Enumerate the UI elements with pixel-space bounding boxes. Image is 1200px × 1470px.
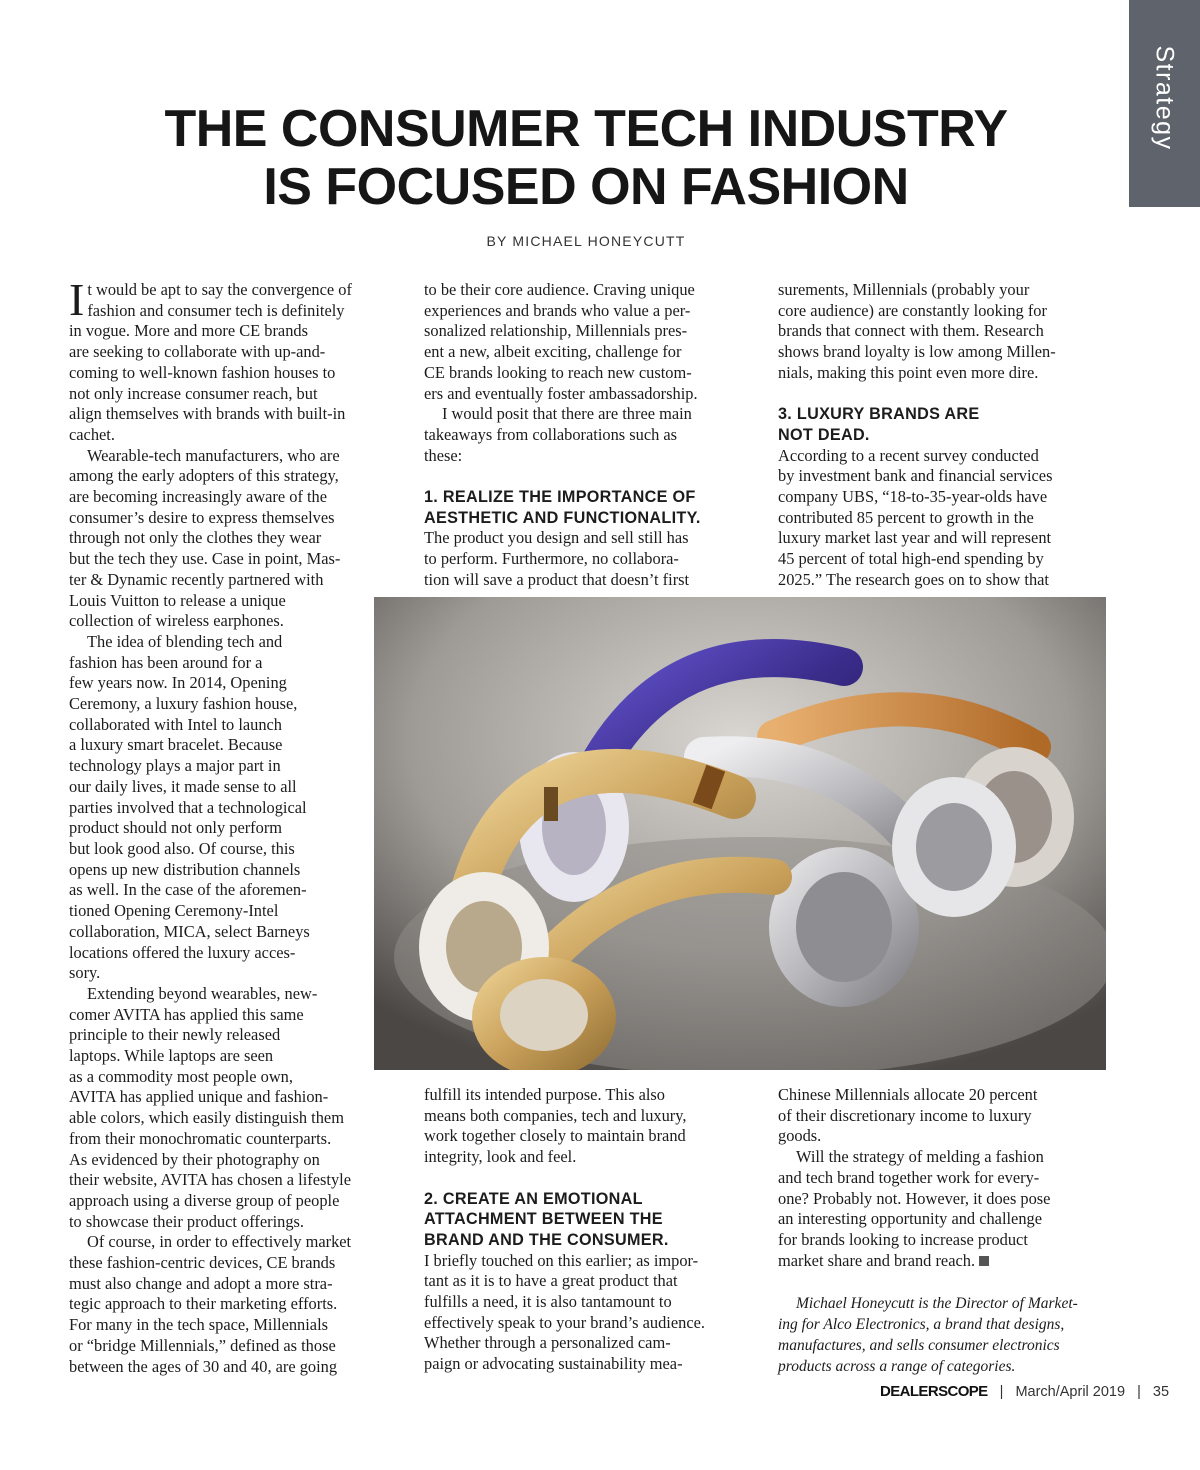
- text-line: [69, 1150, 404, 1171]
- text-line-content: by investment bank and financial services: [778, 466, 1053, 486]
- paragraph-spacer: [424, 466, 759, 487]
- text-line-content: comer AVITA has applied this same: [69, 1004, 304, 1024]
- title-line-1: THE CONSUMER TECH INDUSTRY: [164, 100, 1008, 158]
- text-line: [778, 280, 1113, 301]
- text-line-content: and tech brand together work for every-: [778, 1167, 1040, 1187]
- text-line: [424, 280, 759, 301]
- text-line: [69, 1087, 404, 1108]
- text-line: [69, 570, 404, 591]
- section-tab-label: Strategy: [1150, 45, 1179, 151]
- text-line-content: paign or advocating sustainability mea-: [424, 1354, 683, 1374]
- text-line-content: these fashion-centric devices, CE brands: [69, 1253, 336, 1273]
- text-line: [424, 1126, 759, 1147]
- text-line: [778, 1147, 1113, 1168]
- article-title: [0, 100, 1172, 216]
- text-line-content: technology plays a major part in: [69, 756, 281, 776]
- text-line-content: through not only the clothes they wear: [69, 528, 322, 548]
- column-2-bottom: [424, 1085, 759, 1375]
- end-mark-icon: [979, 1256, 989, 1266]
- text-line: [69, 404, 404, 425]
- text-line: [424, 1271, 759, 1292]
- footer-separator: |: [1137, 1384, 1141, 1400]
- text-line-content: tion will save a product that doesn’t first: [424, 569, 690, 589]
- text-line: [424, 1147, 759, 1168]
- text-line-content: 1. REALIZE THE IMPORTANCE OF: [424, 488, 696, 507]
- text-line-content: manufactures, and sells consumer electronics: [778, 1337, 1060, 1354]
- text-line: [778, 1314, 1113, 1335]
- text-line-content: 45 percent of total high-end spending by: [778, 549, 1044, 569]
- text-line: [69, 1005, 404, 1026]
- section-heading-line: [424, 1230, 759, 1251]
- text-line: [424, 301, 759, 322]
- paragraph-spacer: [424, 1168, 759, 1189]
- text-line: [69, 922, 404, 943]
- text-line: [424, 425, 759, 446]
- text-line: [69, 860, 404, 881]
- footer-brand: DEALERSCOPE: [880, 1383, 988, 1400]
- text-line: [778, 570, 1113, 591]
- text-line-content: AVITA has applied unique and fashion-: [69, 1087, 329, 1107]
- text-line-content: approach using a diverse group of people: [69, 1190, 340, 1210]
- text-line-content: fulfill its intended purpose. This also: [424, 1085, 665, 1104]
- text-line-content: as well. In the case of the aforemen-: [69, 880, 307, 900]
- text-line-content: align themselves with brands with built-in: [69, 404, 346, 424]
- text-line-content: sonalized relationship, Millennials pres-: [424, 321, 688, 341]
- text-line: [778, 446, 1113, 467]
- text-line-content: parties involved that a technological: [69, 797, 307, 817]
- text-line-content: from their monochromatic counterparts.: [69, 1128, 332, 1148]
- text-line-content: According to a recent survey conducted: [778, 445, 1039, 465]
- text-line: [778, 508, 1113, 529]
- text-line: [69, 384, 404, 405]
- text-line: [778, 466, 1113, 487]
- section-heading-line: [424, 487, 759, 508]
- text-line: [424, 1251, 759, 1272]
- text-line-content: work together closely to maintain brand: [424, 1126, 686, 1146]
- headphones-photo: [374, 597, 1106, 1070]
- text-line: [424, 570, 759, 591]
- paragraph-spacer: [778, 384, 1113, 405]
- byline: BY MICHAEL HONEYCUTT: [486, 233, 686, 249]
- text-line: [69, 963, 404, 984]
- column-3-top: [778, 280, 1113, 591]
- text-line-content: ing for Alco Electronics, a brand that designs,: [778, 1316, 1065, 1333]
- text-line: [424, 1333, 759, 1354]
- text-line: [69, 321, 404, 342]
- text-line: [69, 839, 404, 860]
- text-line-content: for brands looking to increase product: [778, 1229, 1028, 1249]
- text-line-content: are becoming increasingly aware of the: [69, 487, 328, 507]
- title-line-2: IS FOCUSED ON FASHION: [263, 158, 909, 216]
- text-line-content: are seeking to collaborate with up-and-: [69, 342, 326, 362]
- text-line-content: takeaways from collaborations such as: [424, 424, 678, 444]
- text-line-content: sory.: [69, 963, 101, 983]
- text-line: [69, 487, 404, 508]
- text-line: [778, 363, 1113, 384]
- text-line: [69, 1067, 404, 1088]
- text-line: [69, 943, 404, 964]
- text-line-content: tioned Opening Ceremony-Intel: [69, 901, 279, 921]
- text-line-content: of their discretionary income to luxury: [778, 1105, 1032, 1125]
- text-line-content: Will the strategy of melding a fashion: [796, 1147, 1044, 1167]
- text-line-content: product should not only perform: [69, 818, 283, 838]
- text-line: [69, 653, 404, 674]
- footer-issue: March/April 2019: [1015, 1384, 1126, 1400]
- section-heading-line: [424, 1189, 759, 1210]
- text-line-content: Louis Vuitton to release a unique: [69, 590, 286, 610]
- text-line-content: locations offered the luxury acces-: [69, 942, 296, 962]
- text-line: [69, 1191, 404, 1212]
- text-line-content: t would be apt to say the convergence of: [87, 280, 352, 299]
- text-line: [69, 1274, 404, 1295]
- text-line: [424, 321, 759, 342]
- text-line-content: integrity, look and feel.: [424, 1147, 577, 1167]
- text-line-content: coming to well-known fashion houses to: [69, 362, 336, 382]
- text-line: [778, 1209, 1113, 1230]
- text-line: [778, 1085, 1113, 1106]
- text-line: [69, 1253, 404, 1274]
- text-line-content: The product you design and sell still has: [424, 528, 689, 548]
- text-line: [69, 1025, 404, 1046]
- text-line-content: AESTHETIC AND FUNCTIONALITY.: [424, 508, 701, 527]
- text-line-content: goods.: [778, 1126, 822, 1146]
- section-heading-line: [778, 425, 1113, 446]
- text-line: [778, 1293, 1113, 1314]
- text-line: [69, 508, 404, 529]
- text-line-content: one? Probably not. However, it does pose: [778, 1188, 1051, 1208]
- page-footer: [880, 1383, 1170, 1400]
- text-line-content: collection of wireless earphones.: [69, 611, 284, 631]
- drop-cap: I: [69, 274, 85, 325]
- text-line: [69, 756, 404, 777]
- text-line: [424, 528, 759, 549]
- text-line-content: I would posit that there are three main: [442, 404, 692, 424]
- text-line: [69, 735, 404, 756]
- section-heading-line: [778, 404, 1113, 425]
- text-line-content: to showcase their product offerings.: [69, 1211, 305, 1231]
- text-line: [778, 487, 1113, 508]
- section-heading-line: [424, 508, 759, 529]
- column-1: [69, 274, 404, 1377]
- text-line: [69, 1108, 404, 1129]
- text-line: [69, 901, 404, 922]
- text-line-content: NOT DEAD.: [778, 425, 870, 444]
- text-line-content: few years now. In 2014, Opening: [69, 673, 287, 693]
- text-line: [69, 1046, 404, 1067]
- text-line: [778, 321, 1113, 342]
- text-line-content: BRAND AND THE CONSUMER.: [424, 1230, 669, 1249]
- text-line-content: 2. CREATE AN EMOTIONAL: [424, 1189, 643, 1208]
- text-line-content: 2025.” The research goes on to show that: [778, 569, 1049, 589]
- text-line-content: not only increase consumer reach, but: [69, 383, 318, 403]
- text-line-content: For many in the tech space, Millennials: [69, 1315, 329, 1335]
- text-line: [778, 1168, 1113, 1189]
- text-line: [778, 301, 1113, 322]
- text-line-content: I briefly touched on this earlier; as impor-: [424, 1250, 699, 1270]
- text-line-content: Chinese Millennials allocate 20 percent: [778, 1085, 1038, 1104]
- text-line-content: a luxury smart bracelet. Because: [69, 735, 283, 755]
- text-line: [69, 1357, 404, 1378]
- text-line-content: Of course, in order to effectively market: [87, 1232, 352, 1252]
- text-line-content: surements, Millennials (probably your: [778, 280, 1030, 299]
- text-line-content: Extending beyond wearables, new-: [87, 983, 318, 1003]
- text-line-content: experiences and brands who value a per-: [424, 300, 691, 320]
- text-line-content: shows brand loyalty is low among Millen-: [778, 342, 1056, 362]
- text-line: [778, 1126, 1113, 1147]
- text-line: [778, 1106, 1113, 1127]
- text-line: [424, 549, 759, 570]
- text-line-content: tant as it is to have a great product that: [424, 1271, 678, 1291]
- text-line: [69, 694, 404, 715]
- text-line: [424, 1085, 759, 1106]
- text-line: [69, 1336, 404, 1357]
- text-line-content: but the tech they use. Case in point, Mas-: [69, 549, 341, 569]
- text-line: [778, 1356, 1113, 1377]
- text-line: [69, 715, 404, 736]
- text-line: [69, 549, 404, 570]
- text-line-content: among the early adopters of this strategy,: [69, 466, 339, 486]
- text-line-content: or “bridge Millennials,” defined as those: [69, 1335, 336, 1355]
- text-line-content: market share and brand reach.: [778, 1250, 976, 1270]
- text-line-content: CE brands looking to reach new custom-: [424, 362, 692, 382]
- text-line-content: Michael Honeycutt is the Director of Market-: [796, 1295, 1078, 1312]
- text-line: [778, 549, 1113, 570]
- text-line-content: our daily lives, it made sense to all: [69, 776, 297, 796]
- text-line: [69, 528, 404, 549]
- text-line-content: to be their core audience. Craving unique: [424, 280, 695, 299]
- text-line-content: company UBS, “18-to-35-year-olds have: [778, 487, 1048, 507]
- text-line: [69, 466, 404, 487]
- text-line-content: fulfills a need, it is also tantamount to: [424, 1292, 672, 1312]
- text-line-content: tegic approach to their marketing efforts.: [69, 1294, 338, 1314]
- text-line: [424, 1106, 759, 1127]
- text-line: [69, 1212, 404, 1233]
- text-line-content: ent a new, albeit exciting, challenge for: [424, 342, 682, 362]
- text-line-content: fashion and consumer tech is definitely: [87, 300, 345, 320]
- text-line: [424, 1354, 759, 1375]
- text-line-content: cachet.: [69, 424, 115, 444]
- text-line: [424, 404, 759, 425]
- text-line-content: between the ages of 30 and 40, are going: [69, 1356, 338, 1376]
- footer-separator: |: [999, 1384, 1004, 1400]
- text-line-content: as a commodity most people own,: [69, 1066, 293, 1086]
- text-line: [69, 1129, 404, 1150]
- text-line-content: ter & Dynamic recently partnered with: [69, 569, 324, 589]
- text-line-content: Ceremony, a luxury fashion house,: [69, 694, 298, 714]
- text-line-content: 3. LUXURY BRANDS ARE: [778, 405, 980, 424]
- footer-page-number: 35: [1152, 1384, 1170, 1400]
- text-line-content: ers and eventually foster ambassadorship.: [424, 383, 698, 403]
- text-line: [69, 880, 404, 901]
- text-line: [69, 446, 404, 467]
- headphones-image: [374, 597, 1106, 1070]
- text-line: [69, 673, 404, 694]
- text-line: [69, 611, 404, 632]
- text-line-content: Wearable-tech manufacturers, who are: [87, 445, 340, 465]
- text-line: [69, 632, 404, 653]
- author-bio: [778, 1293, 1113, 1377]
- text-line-content: in vogue. More and more CE brands: [69, 321, 308, 341]
- text-line: [69, 777, 404, 798]
- text-line: [69, 1170, 404, 1191]
- text-line: [69, 342, 404, 363]
- text-line-content: nials, making this point even more dire.: [778, 362, 1039, 382]
- text-line: [778, 1335, 1113, 1356]
- text-line: [424, 384, 759, 405]
- section-heading-line: [424, 1209, 759, 1230]
- text-line: [424, 342, 759, 363]
- text-line-content: luxury market last year and will represent: [778, 528, 1052, 548]
- text-line: [424, 1292, 759, 1313]
- text-line: [69, 1315, 404, 1336]
- text-line: [778, 1230, 1113, 1251]
- text-line: [69, 363, 404, 384]
- text-line-content: contributed 85 percent to growth in the: [778, 507, 1034, 527]
- text-line-content: The idea of blending tech and: [87, 631, 283, 651]
- text-line-content: ATTACHMENT BETWEEN THE: [424, 1210, 663, 1229]
- text-line: [69, 798, 404, 819]
- text-line-content: these:: [424, 445, 463, 465]
- text-line-content: must also change and adopt a more stra-: [69, 1273, 333, 1293]
- text-line: [69, 1232, 404, 1253]
- text-line: [69, 301, 404, 322]
- text-line-content: brands that connect with them. Research: [778, 321, 1044, 341]
- text-line-content: but look good also. Of course, this: [69, 838, 295, 858]
- text-line-content: principle to their newly released: [69, 1025, 281, 1045]
- text-line-content: consumer’s desire to express themselves: [69, 507, 335, 527]
- text-line-content: collaborated with Intel to launch: [69, 714, 283, 734]
- text-line: [424, 1313, 759, 1334]
- text-line: [424, 363, 759, 384]
- text-line: [778, 528, 1113, 549]
- text-line-content: products across a range of categories.: [778, 1358, 1016, 1375]
- text-line-content: collaboration, MICA, select Barneys: [69, 921, 310, 941]
- text-line-content: core audience) are constantly looking for: [778, 300, 1047, 320]
- text-line-content: to perform. Furthermore, no collabora-: [424, 549, 679, 569]
- text-line: [424, 446, 759, 467]
- text-line: [69, 818, 404, 839]
- text-line-content: opens up new distribution channels: [69, 859, 301, 879]
- text-line-content: their website, AVITA has chosen a lifestyle: [69, 1170, 351, 1190]
- text-line: [69, 1294, 404, 1315]
- text-line-content: an interesting opportunity and challenge: [778, 1209, 1042, 1229]
- text-line-content: laptops. While laptops are seen: [69, 1046, 274, 1066]
- text-line: [69, 984, 404, 1005]
- text-line-content: able colors, which easily distinguish them: [69, 1108, 344, 1128]
- text-line-content: effectively speak to your brand’s audience.: [424, 1312, 705, 1332]
- text-line: [778, 1251, 1113, 1272]
- text-line: [69, 591, 404, 612]
- column-2-top: [424, 280, 759, 591]
- text-line-content: As evidenced by their photography on: [69, 1149, 320, 1169]
- column-3-bottom: [778, 1085, 1113, 1271]
- text-line-content: means both companies, tech and luxury,: [424, 1105, 687, 1125]
- text-line: [778, 1189, 1113, 1210]
- text-line: [69, 425, 404, 446]
- text-line-content: fashion has been around for a: [69, 652, 263, 672]
- text-line-content: Whether through a personalized cam-: [424, 1333, 671, 1353]
- text-line: [778, 342, 1113, 363]
